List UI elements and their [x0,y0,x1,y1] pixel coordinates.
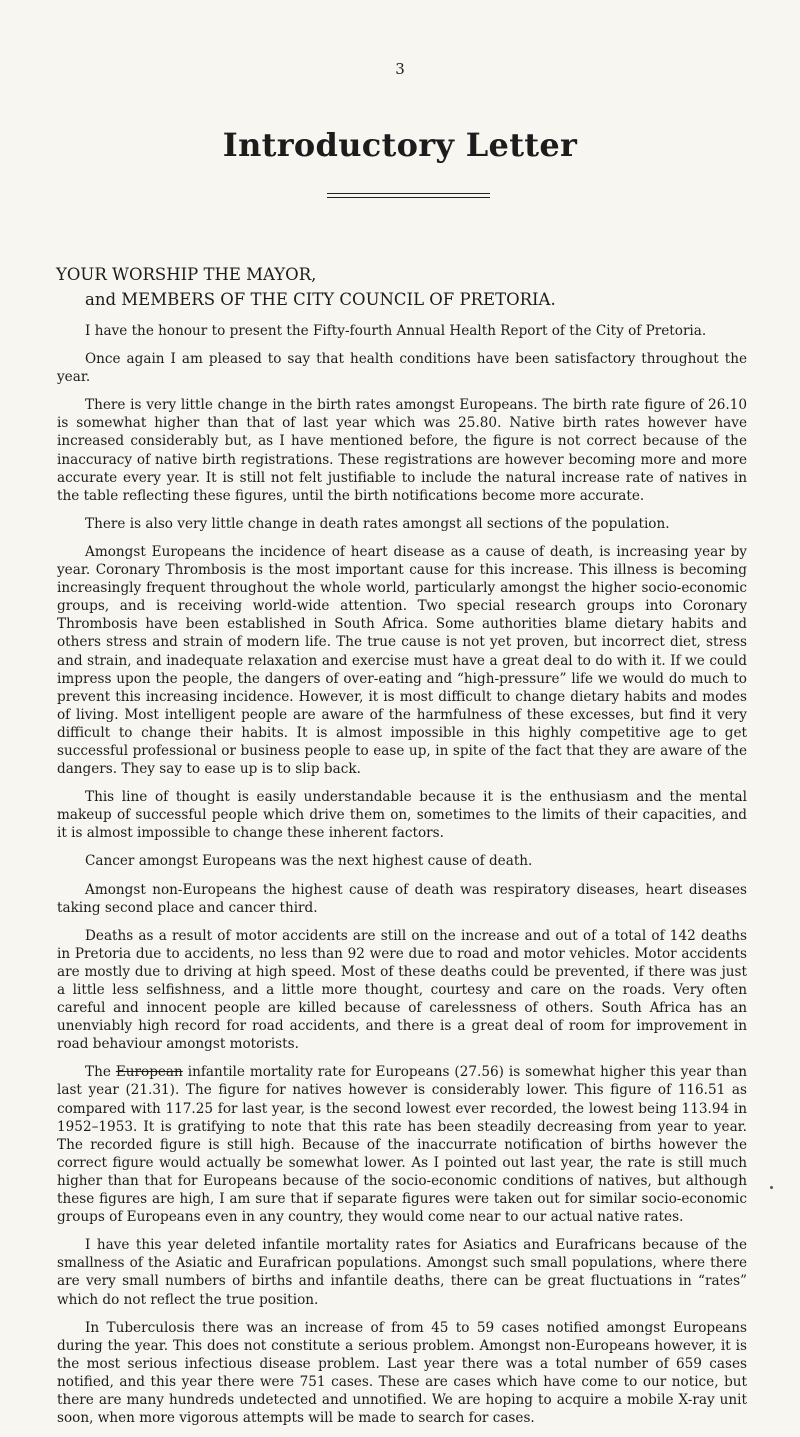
paragraph-infantile-mortality [57,1063,747,1226]
title-double-rule-top [327,193,490,194]
paragraph-death-rates: There is also very little change in death rates amongst all sections of the population. [85,515,670,532]
salutation [56,262,556,312]
paragraph-report-intro: I have the honour to present the Fifty-fourth Annual Health Report of the City of Pretoria. [85,323,707,339]
title-double-rule-bottom [327,197,490,198]
struck-out-word: European [115,1064,183,1081]
paragraph-cancer: Cancer amongst Europeans was the next highest cause of death. [85,853,533,870]
margin-mark [770,1186,773,1189]
paragraph-health-conditions: Once again I am pleased to say that health conditions have been satisfactory throughout the year. [57,351,747,386]
paragraph-motor-accidents: Deaths as a result of motor accidents are still on the increase and out of a total of 142 deaths in Pretoria due to accidents, no less than 92 were due to road and motor vehicles. Motor accidents are mostly due to driving at high speed. Most of these deaths could be prevented, if there was just a little less selfishness, and a little more thought, courtesy and care on the roads. Very often careful and innocent people are killed because of carelessness of others. South Africa has an unenviably high record for road accidents, and there is a great deal of room for improvement in road behaviour amongst motorists. [57,927,747,1053]
letter-body [57,322,747,1437]
infant-paragraph-text: infantile mortality rate for Europeans (27.56) is somewhat higher this year than last year (21.31). The figure for natives however is considerably lower. This figure of 116.51 as compared with 117.25 for last year, is the second lowest ever recorded, the lowest being 113.94 in 1952–1953. It is gratifying to note that this rate has been steadily decreasing from year to year. The recorded figure is still high. Because of the inaccurrate notification of births however the correct figure would actually be somewhat lower. As I pointed out last year, the rate is still much higher than that for Europeans because of the socio-economic conditions of natives, but although these figures are high, I am sure that if separate figures were taken out for similar socio-economic groups of Europeans even in any country, they would come near to our actual native rates. [57,1064,748,1226]
paragraph-non-european-causes: Amongst non-Europeans the highest cause of death was respiratory diseases, heart diseases taking second place and cancer third. [57,881,747,916]
infant-lead-word: The [85,1064,111,1081]
page-title: Introductory Letter [222,126,578,164]
paragraph-asiatic-eurafrican: I have this year deleted infantile mortality rates for Asiatics and Eurafricans because of the smallness of the Asiatic and Eurafrican populations. Amongst such small populations, where there are very small numbers of births and infantile deaths, there can be great fluctuations in “rates” which do not reflect the true position. [57,1237,747,1308]
salutation-line-1: YOUR WORSHIP THE MAYOR, [56,265,317,284]
paragraph-mental-makeup: This line of thought is easily understandable because it is the enthusiasm and the mental makeup of successful people which drive them on, sometimes to the limits of their capacities, and it is almost impossible to change these inherent factors. [57,789,747,842]
paragraph-birth-rates: There is very little change in the birth rates amongst Europeans. The birth rate figure of 26.10 is somewhat higher than that of last year which was 25.80. Native birth rates however have increased considerably but, as I have mentioned before, the figure is not correct because of the inaccuracy of native birth registrations. These registrations are however becoming more and more accurate every year. It is still not felt justifiable to include the natural increase rate of natives in the table reflecting these figures, until the birth notifications become more accurate. [57,397,747,504]
paragraph-heart-disease: Amongst Europeans the incidence of heart disease as a cause of death, is increasing year by year. Coronary Thrombosis is the most important cause for this increase. This illness is becoming increasingly frequent throughout the whole world, particularly amongst the higher socio-economic groups, and is receiving world-wide attention. Two special research groups into Coronary Thrombosis have been established in South Africa. Some authorities blame dietary habits and others stress and strain of modern life. The true cause is not yet proven, but incorrect diet, stress and strain, and inadequate relaxation and exercise must have a great deal to do with it. If we could impress upon the people, the dangers of over-eating and “high-pressure” life we would do much to prevent this increasing incidence. However, it is most difficult to change dietary habits and modes of living. Most intelligent people are aware of the harmfulness of these excesses, but find it very difficult to change their habits. It is almost impossible in this highly competitive age to get successful professional or business people to ease up, in spite of the fact that they are aware of the dangers. They say to ease up is to slip back. [57,543,747,778]
paragraph-tuberculosis: In Tuberculosis there was an increase of from 45 to 59 cases notified amongst Europeans during the year. This does not constitute a serious problem. Amongst non-Europeans however, it is the most serious infectious disease problem. Last year there was a total number of 659 cases notified, and this year there were 751 cases. These are cases which have come to our notice, but there are many hundreds undetected and unnotified. We are hoping to acquire a mobile X-ray unit soon, when more vigorous attempts will be made to search for cases. [57,1319,747,1427]
page-number: 3 [395,60,405,78]
salutation-line-2: and MEMBERS OF THE CITY COUNCIL OF PRETORIA. [85,290,556,309]
